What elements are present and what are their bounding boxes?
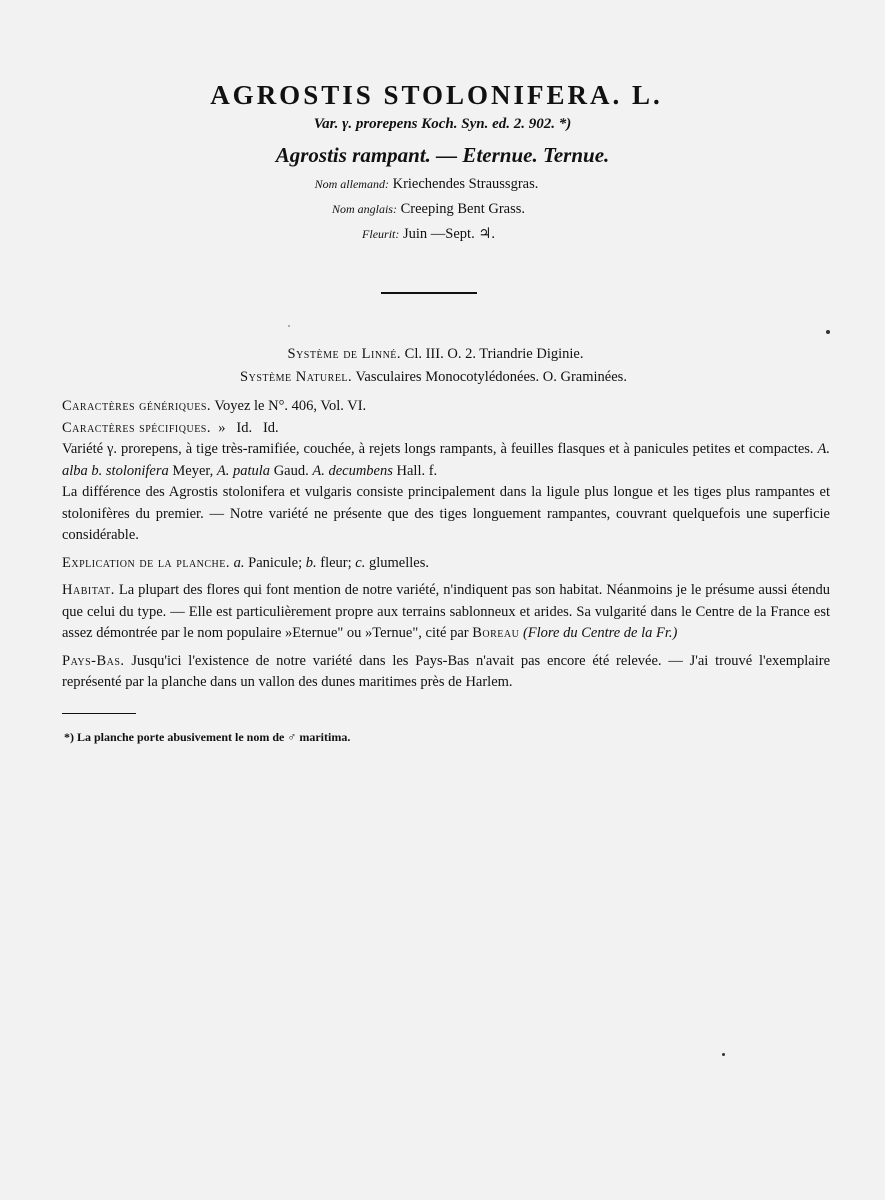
generic-characters (62, 396, 830, 418)
vernacular-names: Agrostis rampant. — Eternue. Ternue. (275, 143, 610, 167)
variety-line: Var. γ. prorepens Koch. Syn. ed. 2. 902. *) (313, 116, 572, 132)
german-name: Kriechendes Straussgras. (392, 176, 539, 192)
habitat-reference: (Flore du Centre de la Fr.) (522, 625, 678, 641)
synonym-3: A. decumbens (312, 462, 393, 479)
english-name: Creeping Bent Grass. (400, 201, 526, 217)
english-name-label: Nom anglais: (331, 202, 397, 216)
german-name-line (0, 176, 869, 193)
plate-key-a: a. (233, 554, 245, 571)
difference-paragraph: La différence des Agrostis stolonifera et vulgaris consiste principalement dans la ligule plus longue et les tiges plus rampantes et stolonifères du premier. — Notre variété ne présente que des tiges longuement rampantes, couvrant quelquefois une superficie considérable. (62, 484, 830, 543)
netherlands-text: Jusqu'ici l'existence de notre variété dans les Pays-Bas n'avait pas encore été relevée. — J'ai trouvé l'exemplaire représenté par la planche dans un vallon des dunes maritimes près de Harlem. (62, 652, 831, 690)
description-body (62, 396, 830, 700)
linne-label: Système de Linné. (287, 346, 402, 362)
habitat-text: La plupart des flores qui font mention de notre variété, n'indiquent pas son habitat. Néanmoins je le présume aussi étendu que celui du type. — Elle est particulièrement propre aux terrains sablonneux et arides. Sa vulgarité dans le Centre de la France est assez démontrée par le nom populaire »Eternue" ou »Ternue", cité par (62, 582, 831, 641)
variety-description (62, 439, 830, 482)
linne-system-line (0, 346, 878, 363)
synonym-2: A. patula (216, 462, 271, 479)
natural-value: Vasculaires Monocotylédonées. O. Graminées. (355, 369, 627, 385)
natural-system-line (0, 369, 876, 386)
specific-label: Caractères spécifiques. (62, 419, 211, 436)
habitat-paragraph (62, 580, 830, 645)
habitat-author: Boreau (472, 625, 520, 641)
synonym-3-author: Hall. f. (396, 462, 438, 479)
habitat-label: Habitat. (62, 582, 115, 598)
plate-explanation (62, 553, 830, 575)
netherlands-paragraph (62, 651, 830, 694)
linne-value: Cl. III. O. 2. Triandrie Diginie. (404, 346, 584, 362)
specific-characters (62, 418, 830, 440)
flowering-label: Fleurit: (362, 227, 400, 241)
plate-explanation-label: Explication de la planche. (62, 554, 231, 571)
variety-text: Variété γ. prorepens, à tige très-ramifiée, couchée, à rejets longs rampants, à feuilles flasques et à panicules petites et compactes. (62, 441, 814, 457)
plate-key-c-text: glumelles. (368, 554, 429, 571)
plate-key-c: c. (355, 554, 366, 571)
german-name-label: Nom allemand: (314, 177, 389, 191)
ink-speck (722, 1053, 725, 1056)
footnote-divider (62, 713, 136, 714)
flowering-line (0, 226, 871, 243)
plate-key-b-text: fleur; (320, 554, 352, 571)
title-divider (381, 292, 477, 294)
footnote: *) La planche porte abusivement le nom de ♂ maritima. (64, 730, 351, 744)
ink-speck (288, 325, 290, 327)
generic-text: Voyez le N°. 406, Vol. VI. (214, 398, 367, 414)
specific-text: » Id. Id. (218, 419, 279, 436)
synonym-2-author: Gaud. (273, 462, 309, 479)
ink-speck (826, 330, 830, 334)
generic-label: Caractères génériques. (62, 398, 212, 414)
page-title: AGROSTIS STOLONIFERA. L. (210, 80, 663, 110)
english-name-line (0, 201, 871, 218)
natural-label: Système Naturel. (240, 369, 353, 385)
flowering-period: Juin —Sept. ♃. (403, 226, 495, 242)
plate-key-a-text: Panicule; (248, 554, 303, 571)
plate-key-b: b. (305, 554, 317, 571)
synonym-1: A. alba b. stolonifera (62, 441, 831, 479)
synonym-1-author: Meyer, (172, 462, 214, 479)
netherlands-label: Pays-Bas. (62, 652, 125, 669)
